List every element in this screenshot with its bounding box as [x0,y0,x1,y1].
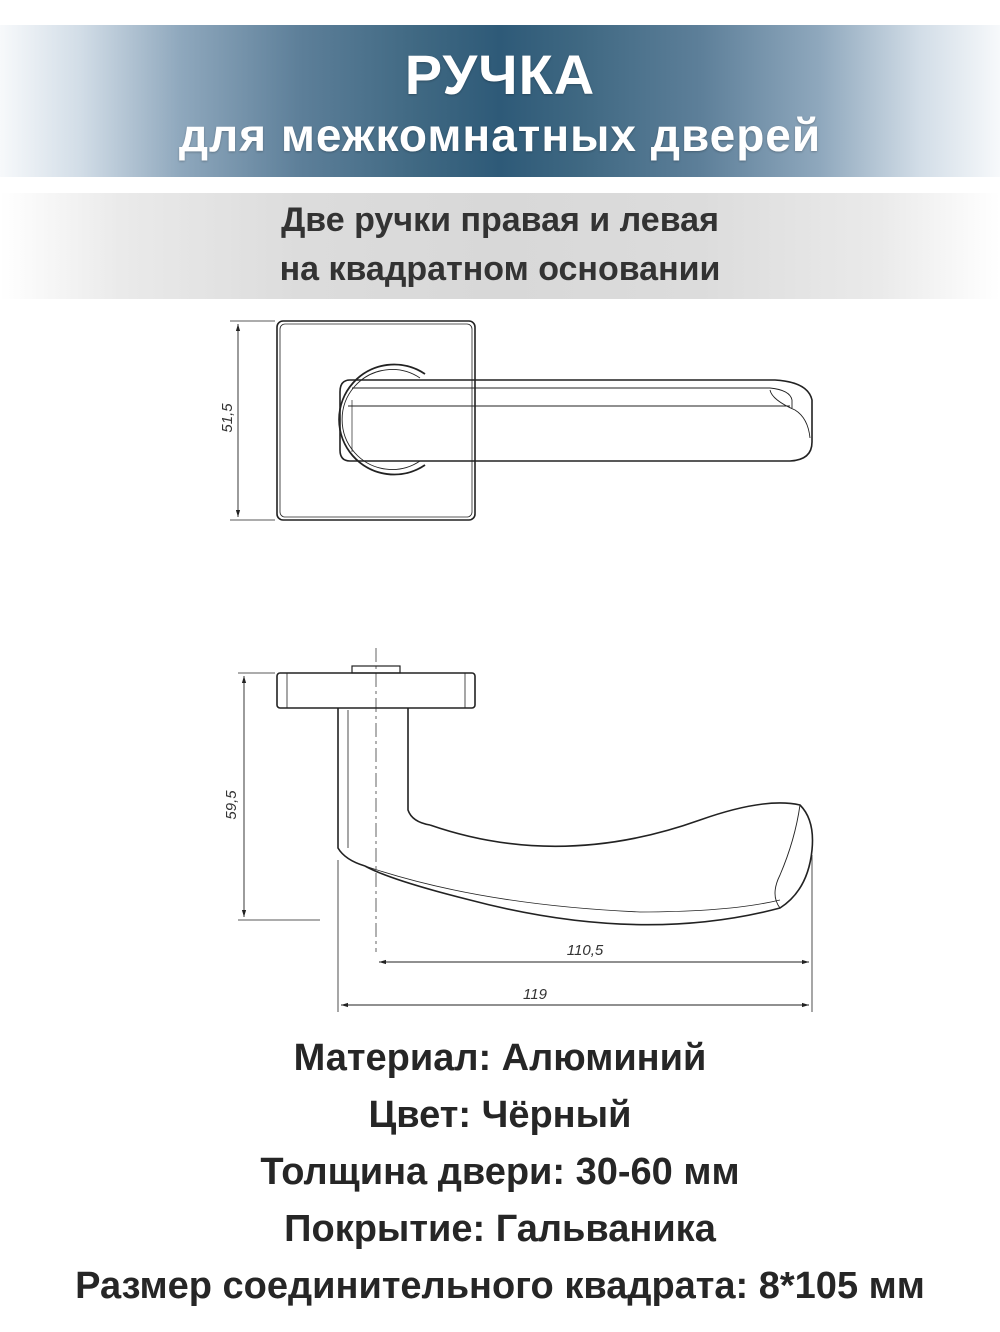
handle-technical-drawing [0,300,1000,1030]
dimension-label-51-5: 51,5 [219,403,236,433]
spec-door-thickness: Толщина двери: 30-60 мм [260,1151,740,1193]
spec-material: Материал: Алюминий [293,1037,707,1079]
shaft-profile [338,708,365,866]
front-view [230,321,812,520]
dimension-label-110-5: 110,5 [566,942,604,959]
header-banner [0,25,1000,177]
lever-front [340,380,812,461]
description-banner [0,193,1000,299]
spec-color: Цвет: Чёрный [368,1094,632,1136]
square-rosette [277,321,475,520]
dimension-label-59-5: 59,5 [223,790,240,820]
description-line-2: на квадратном основании [279,250,721,288]
description-line-1: Две ручки правая и левая [281,201,719,239]
spec-square-size: Размер соединительного квадрата: 8*105 мм [75,1265,925,1307]
dimension-label-119: 119 [523,986,547,1003]
specifications [0,1030,1000,1315]
side-view [238,648,813,1012]
page-subtitle: для межкомнатных дверей [178,109,822,161]
spec-coating: Покрытие: Гальваника [284,1208,716,1250]
page-title: РУЧКА [404,43,596,106]
